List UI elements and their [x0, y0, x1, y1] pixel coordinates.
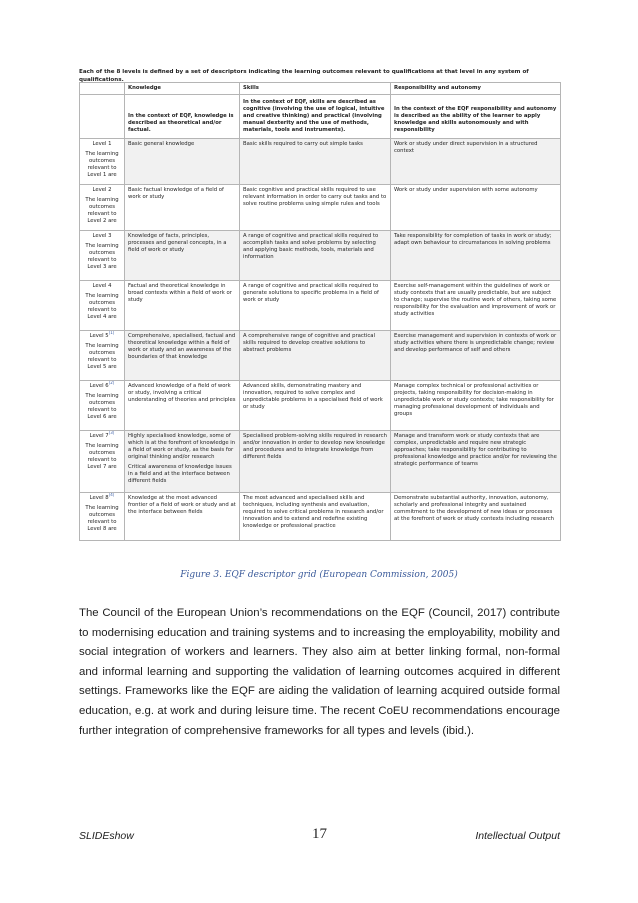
- context-skills: In the context of EQF, skills are described as cognitive (involving the use of logical, intuitive and creative thinking) and practical (involving manual dexterity and the use of methods, materials, tools and instruments).: [240, 95, 391, 139]
- level-outcome: The learning outcomes relevant to Level 4 are: [85, 293, 119, 320]
- level-label: Level 4: [92, 283, 112, 289]
- table-intro: Each of the 8 levels is defined by a set of descriptors indicating the learning outcomes relevant to qualifications at that level in any system of qualifications.: [79, 69, 529, 83]
- context-knowledge: In the context of EQF, knowledge is described as theoretical and/or factual.: [125, 95, 240, 139]
- page-footer: [79, 826, 560, 846]
- skills-cell: Basic cognitive and practical skills required to use relevant information in order to carry out tasks and to solve routine problems using simple rules and tools: [240, 185, 391, 231]
- responsibility-cell: Work or study under supervision with some autonomy: [391, 185, 561, 231]
- level-outcome: The learning outcomes relevant to Level 3 are: [85, 243, 119, 270]
- body-paragraph: The Council of the European Union’s recommendations on the EQF (Council, 2017) contribute to modernising education and training systems and to increasing the employability, mobility and social integration of workers and learners. They also aim at better linking formal, non-formal and informal learning and supporting the validation of learning outcomes acquired in different settings. Frameworks like the EQF are aiding the validation of learning acquired outside formal education, e.g. at work and during leisure time. The recent CoEU recommendations encourage further integration of comprehensive frameworks for all types and levels (ibid.).: [79, 607, 560, 737]
- footer-project-name: SLIDEshow: [79, 830, 134, 842]
- level-label: Level 3: [92, 233, 112, 239]
- level-label: Level 7[3]: [89, 430, 115, 439]
- table-row: [80, 139, 561, 185]
- level-outcome: The learning outcomes relevant to Level 2 are: [85, 197, 119, 224]
- knowledge-cell: Factual and theoretical knowledge in broad contexts within a field of work or study: [125, 281, 240, 331]
- skills-cell: Basic skills required to carry out simple tasks: [240, 139, 391, 185]
- knowledge-cell: Basic factual knowledge of a field of work or study: [125, 185, 240, 231]
- level-cell: [80, 281, 125, 331]
- skills-cell: A range of cognitive and practical skills required to accomplish tasks and solve problems by selecting and applying basic methods, tools, materials and information: [240, 231, 391, 281]
- eqf-descriptor-table: [79, 82, 561, 541]
- skills-cell: A comprehensive range of cognitive and practical skills required to develop creative solutions to abstract problems: [240, 331, 391, 381]
- skills-cell: Advanced skills, demonstrating mastery and innovation, required to solve complex and unpredictable problems in a specialised field of work or study: [240, 381, 391, 431]
- column-header-skills: Skills: [240, 83, 391, 95]
- context-row: [80, 95, 561, 139]
- level-label: Level 8[4]: [89, 492, 115, 501]
- level-cell: [80, 139, 125, 185]
- table-row: [80, 281, 561, 331]
- responsibility-cell: Manage and transform work or study contexts that are complex, unpredictable and require new strategic approaches; take responsibility for contributing to professional knowledge and practice and/or for reviewing the strategic performance of teams: [391, 431, 561, 493]
- responsibility-cell: Demonstrate substantial authority, innovation, autonomy, scholarly and professional integrity and sustained commitment to the development of new ideas or processes at the forefront of work or study contexts including research: [391, 493, 561, 541]
- column-header-knowledge: Knowledge: [125, 83, 240, 95]
- knowledge-cell: Basic general knowledge: [125, 139, 240, 185]
- page-number: 17: [312, 826, 327, 842]
- level-outcome: The learning outcomes relevant to Level 8 are: [85, 505, 119, 532]
- level-cell: [80, 431, 125, 493]
- table-row: [80, 331, 561, 381]
- context-cell: [80, 95, 125, 139]
- level-cell: [80, 231, 125, 281]
- table-row: [80, 231, 561, 281]
- level-label: Level 6[2]: [89, 380, 115, 389]
- responsibility-cell: Take responsibility for completion of tasks in work or study; adapt own behaviour to circumstances in solving problems: [391, 231, 561, 281]
- level-cell: [80, 331, 125, 381]
- figure-caption: Figure 3. EQF descriptor grid (European Commission, 2005): [180, 570, 458, 580]
- knowledge-cell: Knowledge of facts, principles, processes and general concepts, in a field of work or study: [125, 231, 240, 281]
- context-responsibility: In the context of the EQF responsibility and autonomy is described as the ability of the learner to apply knowledge and skills autonomously and with responsibility: [391, 95, 561, 139]
- knowledge-cell: Knowledge at the most advanced frontier of a field of work or study and at the interface between fields: [125, 493, 240, 541]
- level-label: Level 2: [92, 187, 112, 193]
- level-cell: [80, 381, 125, 431]
- knowledge-text-secondary: Critical awareness of knowledge issues in a field and at the interface between different fields: [128, 464, 232, 484]
- table-header-row: [80, 83, 561, 95]
- level-cell: [80, 493, 125, 541]
- table-row: [80, 381, 561, 431]
- responsibility-cell: Exercise self-management within the guidelines of work or study contexts that are usually predictable, but are subject to change; supervise the routine work of others, taking some responsibility for the evaluation and improvement of work or study activities: [391, 281, 561, 331]
- level-outcome: The learning outcomes relevant to Level 7 are: [85, 443, 119, 470]
- knowledge-cell: Advanced knowledge of a field of work or study, involving a critical understanding of theories and principles: [125, 381, 240, 431]
- level-label: Level 1: [92, 141, 112, 147]
- knowledge-cell: [125, 431, 240, 493]
- table-row: [80, 431, 561, 493]
- table-row: [80, 185, 561, 231]
- table-row: [80, 493, 561, 541]
- column-header-responsibility: Responsibility and autonomy: [391, 83, 561, 95]
- level-cell: [80, 185, 125, 231]
- skills-cell: Specialised problem-solving skills required in research and/or innovation in order to develop new knowledge and procedures and to integrate knowledge from different fields: [240, 431, 391, 493]
- knowledge-text: Highly specialised knowledge, some of which is at the forefront of knowledge in a field of work or study, as the basis for original thinking and/or research: [128, 433, 236, 460]
- responsibility-cell: Exercise management and supervision in contexts of work or study activities where there is unpredictable change; review and develop performance of self and others: [391, 331, 561, 381]
- knowledge-cell: Comprehensive, specialised, factual and theoretical knowledge within a field of work or study and an awareness of the boundaries of that knowledge: [125, 331, 240, 381]
- level-outcome: The learning outcomes relevant to Level 1 are: [85, 151, 119, 178]
- footer-output-name: Intellectual Output: [475, 830, 560, 842]
- level-label: Level 5[1]: [89, 330, 115, 339]
- responsibility-cell: Manage complex technical or professional activities or projects, taking responsibility for decision-making in unpredictable work or study contexts; take responsibility for managing professional development of individuals and groups: [391, 381, 561, 431]
- column-header: [80, 83, 125, 95]
- level-outcome: The learning outcomes relevant to Level 6 are: [85, 393, 119, 420]
- skills-cell: A range of cognitive and practical skills required to generate solutions to specific problems in a field of work or study: [240, 281, 391, 331]
- level-outcome: The learning outcomes relevant to Level 5 are: [85, 343, 119, 370]
- skills-cell: The most advanced and specialised skills and techniques, including synthesis and evaluation, required to solve critical problems in research and/or innovation and to extend and redefine existing knowledge or professional practice: [240, 493, 391, 541]
- responsibility-cell: Work or study under direct supervision in a structured context: [391, 139, 561, 185]
